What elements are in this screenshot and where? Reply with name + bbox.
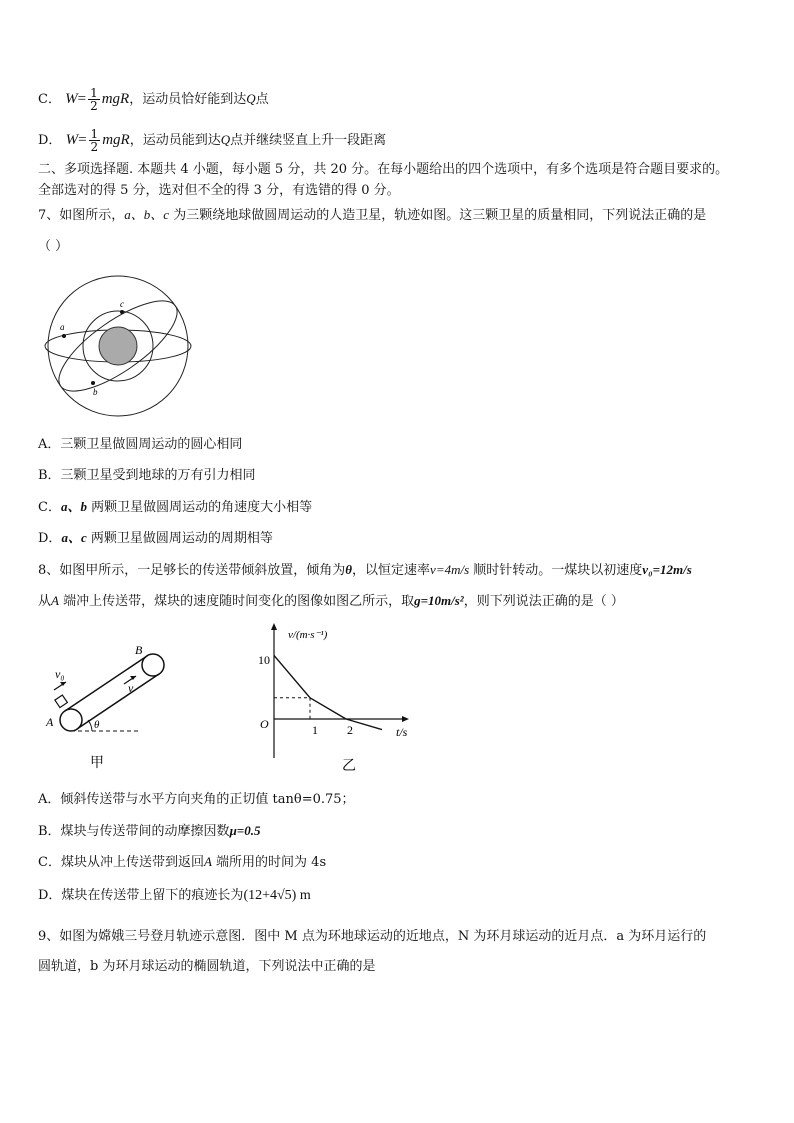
earth xyxy=(99,327,137,365)
belt-bottom xyxy=(77,674,159,729)
y-axis-arrow xyxy=(271,623,277,630)
q8-text: 顺时针转动。一煤块以初速度 xyxy=(469,563,643,578)
point-label: Q xyxy=(246,91,256,106)
conveyor-figure xyxy=(40,636,190,776)
option-text: 两颗卫星做圆周运动的周期相等 xyxy=(86,531,273,546)
caption-yi: 乙 xyxy=(342,759,356,774)
option-label: C． xyxy=(38,92,61,107)
math-eq: = xyxy=(78,132,87,148)
fraction xyxy=(89,128,101,153)
coal-block xyxy=(55,695,67,707)
section2-line1: 二、多项选择题. 本题共 4 小题，每小题 5 分，共 20 分。在每小题给出的四个选项中，有多个选项是符合题目要求的。 xyxy=(38,162,729,177)
x-axis-arrow xyxy=(402,716,409,722)
q8-stem-line2 xyxy=(38,592,756,611)
q6-option-d xyxy=(38,128,756,153)
option-label: D． xyxy=(38,531,62,546)
fraction xyxy=(88,87,100,112)
q8-option-b xyxy=(38,822,756,841)
q6-option-c xyxy=(38,87,756,112)
section2-line2: 全部选对的得 5 分，选对但不全的得 3 分，有选错的得 0 分。 xyxy=(38,183,400,198)
trace-length-math: (12+4√5) m xyxy=(243,888,311,903)
q7-stem-vars: a、b、c xyxy=(124,207,170,222)
q7-option-d xyxy=(38,529,756,548)
option-label: C． xyxy=(38,500,61,515)
q8-option-a: A．倾斜传送带与水平方向夹角的正切值 tanθ=0.75； xyxy=(38,792,355,807)
fraction-den: 2 xyxy=(90,140,99,154)
point-a: A xyxy=(203,854,212,869)
q8-option-d xyxy=(38,887,756,905)
label-b: B xyxy=(135,643,143,657)
label-a: a xyxy=(60,322,65,332)
option-vars: a、b xyxy=(60,499,87,514)
label-b: b xyxy=(93,387,98,397)
q9-stem-line1: 9、如图为嫦娥三号登月轨迹示意图．图中 M 点为环地球运动的近地点，N 为环月球运动的近月点．a 为环月运行的 xyxy=(38,929,707,944)
q8-text: 端冲上传送带，煤块的速度随时间变化的图像如图乙所示，取 xyxy=(58,594,415,609)
option-label: D． xyxy=(38,133,62,148)
fraction-num: 1 xyxy=(90,127,99,141)
math-rhs: mgR xyxy=(101,91,130,107)
option-text: 两颗卫星做圆周运动的角速度大小相等 xyxy=(86,500,313,515)
fraction-num: 1 xyxy=(90,86,98,100)
option-vars: a、c xyxy=(61,530,87,545)
satellite-b-dot xyxy=(91,381,95,385)
q8-option-c xyxy=(38,853,756,872)
velocity-segment-2 xyxy=(310,698,346,719)
q7-stem xyxy=(38,206,756,225)
q7-option-a: A．三颗卫星做圆周运动的圆心相同 xyxy=(38,437,243,452)
origin-label: O xyxy=(260,717,269,731)
x-axis-label: t/s xyxy=(396,725,408,739)
speed-eq: v=4m/s xyxy=(430,562,470,577)
x-tick-2: 2 xyxy=(347,723,353,737)
option-text: C．煤块从冲上传送带到返回 xyxy=(38,855,204,870)
q8-stem-line1 xyxy=(38,561,756,580)
mu-eq: μ=0.5 xyxy=(229,823,261,838)
q7-stem-rest: 为三颗绕地球做圆周运动的人造卫星，轨迹如图。这三颗卫星的质量相同，下列说法正确的是 xyxy=(169,208,707,223)
label-v0: v₀ xyxy=(55,667,65,681)
velocity-segment-1 xyxy=(274,655,310,697)
q8-text: 8、如图甲所示，一足够长的传送带倾斜放置，倾角为 xyxy=(38,563,346,578)
initial-speed-eq: v₀=12m/s xyxy=(642,562,692,577)
option-tail: 点并继续竖直上升一段距离 xyxy=(230,133,387,148)
satellite-a-dot xyxy=(62,334,66,338)
caption-jia: 甲 xyxy=(90,756,104,771)
y-tick-10: 10 xyxy=(258,653,270,667)
label-theta: θ xyxy=(94,719,100,731)
option-tail: 点 xyxy=(255,92,269,107)
q8-text: ，以恒定速率 xyxy=(352,563,431,578)
satellite-c-dot xyxy=(120,310,124,314)
option-text: ，运动员能到达 xyxy=(129,133,221,148)
belt-top xyxy=(65,656,147,711)
fraction-den: 2 xyxy=(90,99,98,113)
q8-text: 从 xyxy=(38,594,52,609)
option-text: ，运动员恰好能到达 xyxy=(129,92,247,107)
q7-option-c xyxy=(38,498,756,517)
label-a: A xyxy=(46,715,54,729)
velocity-time-chart xyxy=(250,618,420,776)
q9-stem-line2: 圆轨道，b 为环月球运动的椭圆轨道，下列说法中正确的是 xyxy=(38,959,376,974)
q7-stem-start: 7、如图所示， xyxy=(38,208,125,223)
q8-text: ，则下列说法正确的是（ ） xyxy=(463,594,624,609)
theta-symbol: θ xyxy=(345,562,353,577)
math-rhs: mgR xyxy=(102,132,130,148)
point-label: Q xyxy=(220,132,231,147)
q7-orbit-figure xyxy=(40,274,200,424)
point-a: A xyxy=(51,593,59,608)
q7-paren: （ ） xyxy=(38,239,69,254)
label-c: c xyxy=(120,299,124,309)
option-text: B．煤块与传送带间的动摩擦因数 xyxy=(38,824,230,839)
math-eq: = xyxy=(77,91,87,107)
gravity-eq: g=10m/s² xyxy=(414,593,464,608)
y-axis-label: v/(m·s⁻¹) xyxy=(288,629,328,641)
option-text: 端所用的时间为 4s xyxy=(211,855,327,870)
guide-lines xyxy=(274,698,310,719)
x-tick-1: 1 xyxy=(312,723,318,737)
math-lhs: W xyxy=(65,132,79,148)
math-lhs: W xyxy=(65,91,78,107)
label-v: v xyxy=(128,681,134,695)
option-text: D．煤块在传送带上留下的痕迹长为 xyxy=(38,888,244,903)
q7-option-b: B．三颗卫星受到地球的万有引力相同 xyxy=(38,468,256,483)
angle-arc xyxy=(88,720,92,731)
